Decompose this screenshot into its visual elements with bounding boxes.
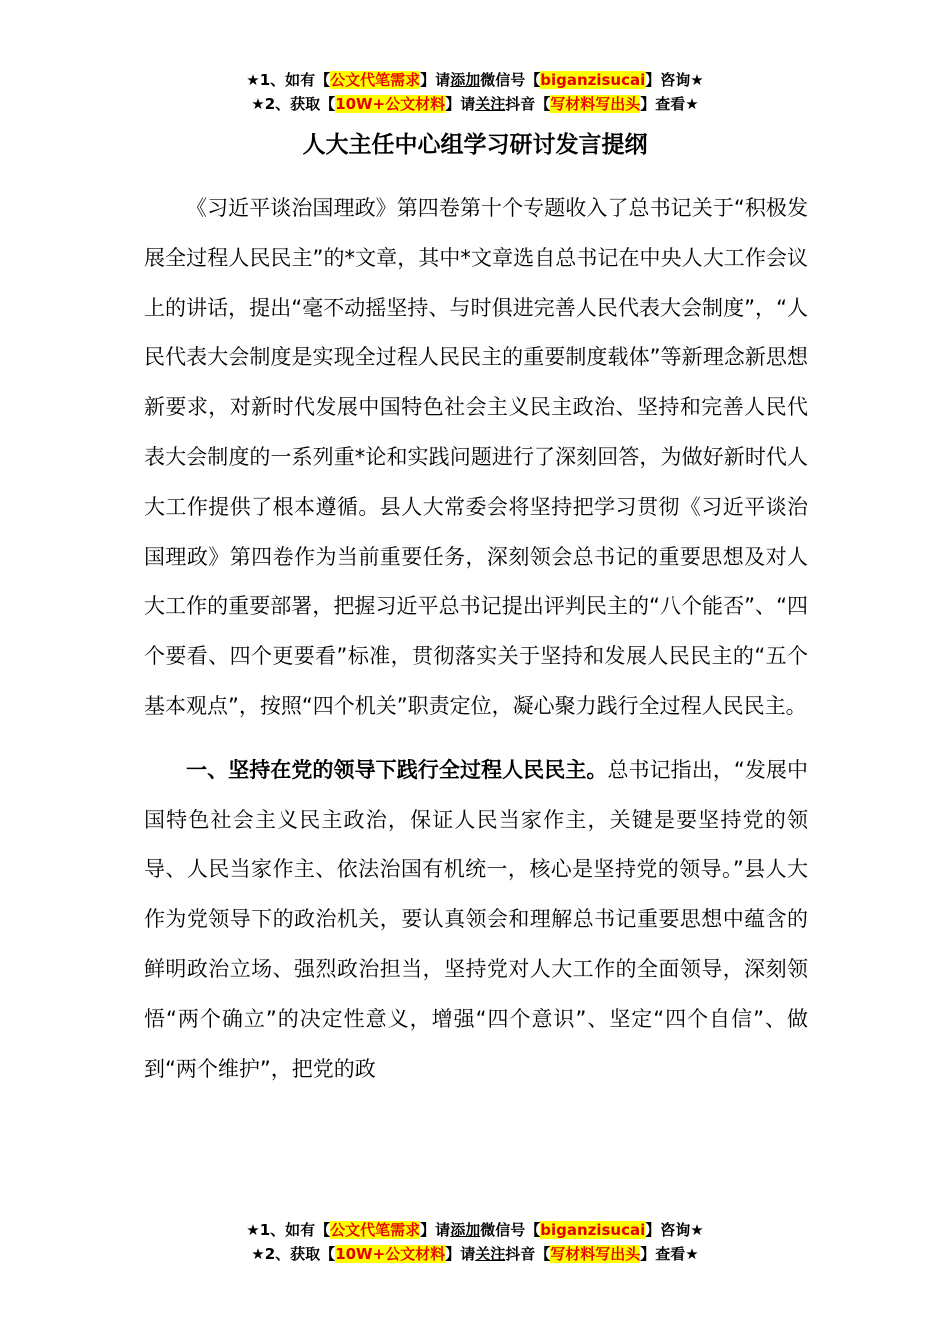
banner-line-1: ★1、如有【公文代笔需求】请添加微信号【biganzisucai】咨询★ [246,1221,704,1239]
banner-line-2: ★2、获取【10W+公文材料】请关注抖音【写材料写出头】查看★ [251,1245,699,1263]
banner-highlight-materials: 10W+公文材料 [335,1245,446,1263]
top-banner [0,68,950,116]
banner-line-2: ★2、获取【10W+公文材料】请关注抖音【写材料写出头】查看★ [251,95,699,113]
document-title: 人大主任中心组学习研讨发言提纲 [302,132,648,158]
paragraph-section-1 [144,746,808,1095]
banner-douyin-id: 写材料写出头 [550,1245,641,1263]
banner-highlight-materials: 10W+公文材料 [335,95,446,113]
banner-wechat-id: biganzisucai [540,71,646,89]
document-body [144,184,808,1094]
banner-highlight-service: 公文代笔需求 [330,1221,421,1239]
banner-highlight-service: 公文代笔需求 [330,71,421,89]
banner-wechat-id: biganzisucai [540,1221,646,1239]
banner-douyin-id: 写材料写出头 [550,95,641,113]
section-text: 总书记指出，“发展中国特色社会主义民主政治，保证人民当家作主，关键是要坚持党的领导、人民当家作主、依法治国有机统一，核心是坚持党的领导。”县人大作为党领导下的政治机关，要认真领会和理解总书记重要思想中蕴含的鲜明政治立场、强烈政治担当，坚持党对人大工作的全面领导，深刻领悟“两个确立”的决定性意义，增强“四个意识”、坚定“四个自信”、做到“两个维护”，把党的政 [144,757,808,1081]
banner-line-1: ★1、如有【公文代笔需求】请添加微信号【biganzisucai】咨询★ [246,71,704,89]
bottom-banner [0,1218,950,1266]
paragraph-intro: 《习近平谈治国理政》第四卷第十个专题收入了总书记关于“积极发展全过程人民民主”的*文章，其中*文章选自总书记在中央人大工作会议上的讲话，提出“毫不动摇坚持、与时俱进完善人民代表大会制度”，“人民代表大会制度是实现全过程人民民主的重要制度载体”等新理念新思想新要求，对新时代发展中国特色社会主义民主政治、坚持和完善人民代表大会制度的一系列重*论和实践问题进行了深刻回答，为做好新时代人大工作提供了根本遵循。县人大常委会将坚持把学习贯彻《习近平谈治国理政》第四卷作为当前重要任务，深刻领会总书记的重要思想及对人大工作的重要部署，把握习近平总书记提出评判民主的“八个能否”、“四个要看、四个更要看”标准，贯彻落实关于坚持和发展人民民主的“五个基本观点”，按照“四个机关”职责定位，凝心聚力践行全过程人民民主。 [144,196,808,718]
section-heading: 一、坚持在党的领导下践行全过程人民民主。 [186,757,608,782]
